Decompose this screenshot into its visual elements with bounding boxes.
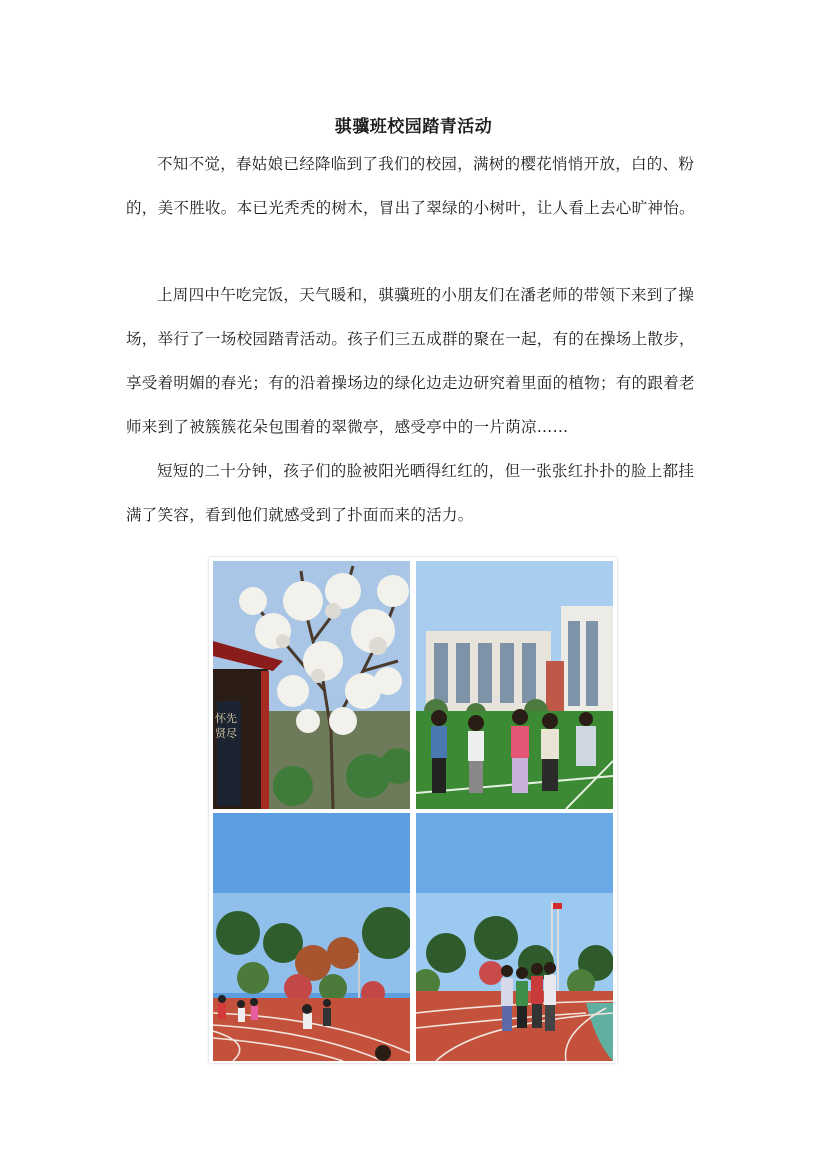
paragraph-1: 不知不觉，春姑娘已经降临到了我们的校园，满树的樱花悄悄开放，白的、粉的，美不胜收。本已光秃秃的树木，冒出了翠绿的小树叶，让人看上去心旷神怡。 — [126, 155, 695, 217]
photo-cherry-blossom-pavilion — [213, 561, 410, 809]
photo-track-trees — [213, 813, 410, 1061]
photo-track-flagpole-children — [416, 813, 613, 1061]
pavilion-sign-text: 怀先贤尽 — [215, 712, 237, 740]
paragraph-3: 短短的二十分钟，孩子们的脸被阳光晒得红红的，但一张张红扑扑的脸上都挂满了笑容，看到他们就感受到了扑面而来的活力。 — [126, 462, 695, 524]
page-title: 骐骥班校园踏青活动 — [334, 117, 493, 137]
photo-collage — [209, 557, 617, 1063]
paragraph-2: 上周四中午吃完饭，天气暖和，骐骥班的小朋友们在潘老师的带领下来到了操场，举行了一场校园踏青活动。孩子们三五成群的聚在一起，有的在操场上散步，享受着明媚的春光；有的沿着操场边的绿化边走边研究着里面的植物；有的跟着老师来到了被簇簇花朵包围着的翠微亭，感受亭中的一片荫凉…… — [126, 286, 695, 436]
photo-school-field-children — [416, 561, 613, 809]
